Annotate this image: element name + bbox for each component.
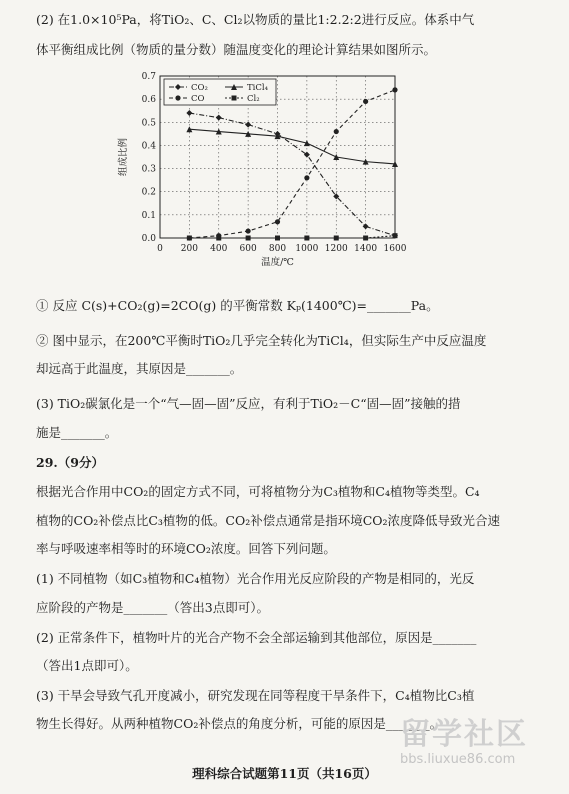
series-3-point (187, 236, 192, 241)
legend-label-2: CO (191, 94, 205, 104)
series-2-point (334, 129, 339, 134)
legend-marker-2 (175, 95, 180, 100)
x-tick-label: 0 (157, 244, 163, 254)
q29-sub1-line1: (1) 不同植物（如C₃植物和C₄植物）光合作用光反应阶段的产物是相同的，光反 (36, 571, 475, 586)
series-2-point (363, 99, 368, 104)
q29-heading: 29.（9分） (36, 455, 104, 470)
q28-item-1: ① 反应 C(s)+CO₂(g)=2CO(g) 的平衡常数 Kₚ(1400℃)=_______Pa。 (36, 298, 439, 313)
y-tick-label: 0.3 (141, 164, 156, 175)
q28-item-3-line2: 施是_______。 (36, 425, 118, 440)
x-tick-label: 400 (210, 244, 228, 254)
site-watermark (400, 718, 560, 788)
y-tick-label: 0.7 (141, 72, 156, 82)
series-0-point (216, 115, 222, 121)
q29-para-line3: 率与呼吸速率相等时的环境CO₂浓度。回答下列问题。 (36, 541, 336, 556)
q29-sub2-line1: (2) 正常条件下，植物叶片的光合产物不会全部运输到其他部位，原因是_______ (36, 630, 477, 645)
x-tick-label: 200 (180, 244, 198, 254)
y-tick-label: 0.4 (141, 141, 156, 152)
watermark-logo: 留学社区 (400, 717, 528, 752)
q28-intro-line2: 体平衡组成比例（物质的量分数）随温度变化的理论计算结果如图所示。 (36, 42, 437, 57)
series-0-point (186, 110, 192, 116)
legend-label-1: TiCl₄ (247, 83, 269, 93)
series-3-point (216, 236, 221, 241)
series-2-point (392, 87, 397, 92)
q28-item-3-line1: (3) TiO₂碳氯化是一个“气—固—固”反应，有利于TiO₂－C“固—固”接触的措 (36, 396, 461, 411)
x-axis-label: 温度/℃ (261, 257, 294, 268)
q29-para-line2: 植物的CO₂补偿点比C₃植物的低。CO₂补偿点通常是指环境CO₂浓度降低导致光合速 (36, 513, 501, 528)
y-tick-label: 0.6 (141, 95, 156, 106)
series-3-point (393, 233, 398, 238)
series-0-point (363, 223, 369, 229)
series-3-point (275, 236, 280, 241)
x-tick-label: 800 (268, 244, 287, 254)
series-2-point (275, 219, 280, 224)
watermark-url: bbs.liuxue86.com (400, 752, 516, 767)
legend-label-0: CO₂ (191, 83, 208, 93)
x-tick-label: 1400 (354, 244, 378, 254)
y-tick-label: 0.2 (141, 187, 156, 198)
series-3-point (363, 236, 368, 241)
series-3-point (334, 236, 339, 241)
q29-sub3-line1: (3) 干旱会导致气孔开度减小，研究发现在同等程度干旱条件下，C₄植物比C₃植 (36, 688, 475, 703)
series-0-point (245, 122, 251, 128)
x-tick-label: 1600 (383, 244, 407, 254)
q29-para-line1: 根据光合作用中CO₂的固定方式不同，可将植物分为C₃植物和C₄植物等类型。C₄ (36, 484, 480, 499)
x-tick-label: 1000 (295, 244, 319, 254)
series-2-point (246, 228, 251, 233)
q29-sub2-line2: （答出1点即可）。 (36, 658, 138, 673)
y-tick-label: 0.1 (141, 210, 156, 221)
series-2-point (304, 175, 309, 180)
q28-item-2-line1: ② 图中显示，在200℃平衡时TiO₂几乎完全转化为TiCl₄，但实际生产中反应温度 (36, 333, 487, 348)
equilibrium-composition-chart (112, 66, 422, 271)
q28-intro-line1: (2) 在1.0×10⁵Pa，将TiO₂、C、Cl₂以物质的量比1:2.2:2进行反应。体系中气 (36, 12, 475, 27)
legend-marker-3 (232, 96, 237, 101)
q29-sub3-line2: 物生长得好。从两种植物CO₂补偿点的角度分析，可能的原因是_______。 (36, 716, 443, 731)
q28-item-2-line2: 却远高于此温度，其原因是_______。 (36, 361, 243, 376)
legend-label-3: Cl₂ (247, 94, 260, 104)
y-tick-label: 0.0 (141, 234, 156, 244)
series-3-point (246, 236, 251, 241)
y-tick-label: 0.5 (141, 118, 156, 129)
series-3-point (304, 236, 309, 241)
x-tick-label: 1200 (324, 244, 348, 254)
page-footer: 理科综合试题第11页（共16页） (192, 766, 377, 781)
q29-sub1-line2: 应阶段的产物是_______（答出3点即可）。 (36, 600, 269, 615)
x-tick-label: 600 (239, 244, 257, 254)
y-axis-label: 组成比例 (118, 137, 129, 177)
